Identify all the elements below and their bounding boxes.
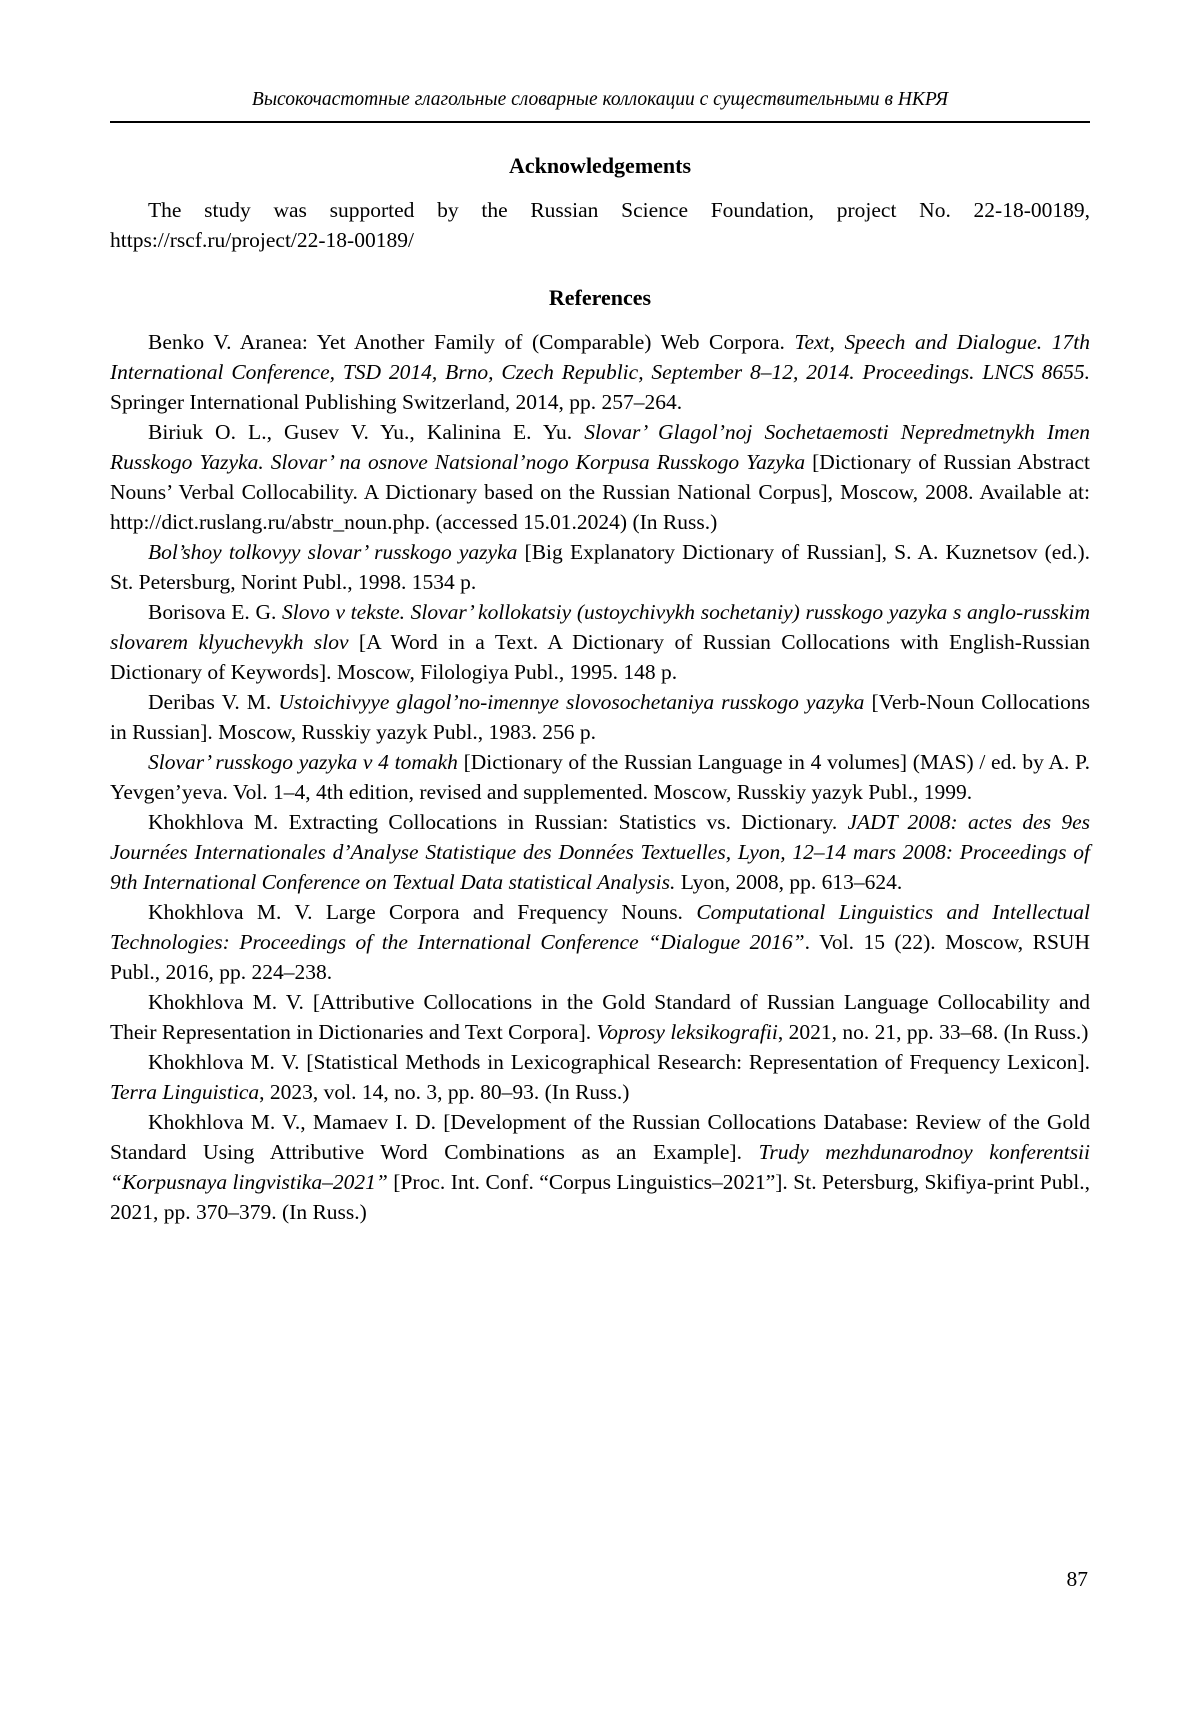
- reference-entry: [110, 747, 1090, 807]
- reference-text-segment: Biriuk O. L., Gusev V. Yu., Kalinina E. Yu.: [148, 420, 585, 444]
- reference-text-segment: Borisova E. G.: [148, 600, 283, 624]
- reference-italic-segment: Trudy mezhdunarodnoy konferentsii “Korpusnaya lingvistika–2021”: [110, 1140, 1091, 1194]
- reference-text-segment: Deribas V. M.: [148, 690, 279, 714]
- reference-entry: [110, 897, 1090, 987]
- references-heading: References: [548, 285, 652, 310]
- reference-entry: [110, 327, 1090, 417]
- references-list: [110, 327, 1090, 1227]
- reference-text-segment: . Vol. 15 (22). Moscow, RSUH Publ., 2016, pp. 224–238.: [110, 930, 1090, 984]
- reference-text-segment: [Big Explanatory Dictionary of Russian], S. A. Kuznetsov (ed.). St. Petersburg, Norint Publ., 1998. 1534 p.: [110, 540, 1090, 594]
- reference-text-segment: [Dictionary of the Russian Language in 4 volumes] (MAS) / ed. by A. P. Yevgen’yeva. Vol. 1–4, 4th edition, revised and supplemented. Moscow, Russkiy yazyk Publ., 1999.: [110, 750, 1090, 804]
- acknowledgements-heading: Acknowledgements: [508, 153, 692, 178]
- running-head: Высокочастотные глагольные словарные коллокации с существительными в НКРЯ: [251, 89, 949, 110]
- reference-entry: [110, 1107, 1090, 1227]
- reference-text-segment: Khokhlova M. V. [Statistical Methods in Lexicographical Research: Representation of Frequency Lexicon].: [148, 1050, 1090, 1074]
- reference-text-segment: [A Word in a Text. A Dictionary of Russian Collocations with English-Russian Dictionary of Keywords]. Moscow, Filologiya Publ., 1995. 148 p.: [110, 630, 1090, 684]
- reference-entry: [110, 687, 1090, 747]
- reference-text-segment: , 2021, no. 21, pp. 33–68. (In Russ.): [777, 1020, 1089, 1044]
- reference-italic-segment: JADT 2008: actes des 9es Journées Internationales d’Analyse Statistique des Données Textuelles, Lyon, 12–14 mars 2008: Proceedings of 9th International Conference on Textual Data statistical Analysis.: [110, 810, 1090, 894]
- reference-text-segment: [Proc. Int. Conf. “Corpus Linguistics–2021”]. St. Petersburg, Skifiya-print Publ., 2021, pp. 370–379. (In Russ.): [110, 1170, 1090, 1224]
- page-number: 87: [1066, 1567, 1088, 1591]
- reference-entry: [110, 597, 1090, 687]
- reference-text-segment: , 2023, vol. 14, no. 3, pp. 80–93. (In Russ.): [259, 1080, 630, 1104]
- reference-text-segment: [Verb-Noun Collocations in Russian]. Moscow, Russkiy yazyk Publ., 1983. 256 p.: [110, 690, 1090, 744]
- header-rule: [110, 121, 1090, 123]
- reference-text-segment: [Dictionary of Russian Abstract Nouns’ Verbal Collocability. A Dictionary based on the Russian National Corpus], Moscow, 2008. Available at: http://dict.ruslang.ru/abstr_noun.php. (accessed 15.01.2024) (In Russ.): [110, 450, 1090, 534]
- reference-italic-segment: Slovar’ Glagol’noj Sochetaemosti Nepredmetnykh Imen Russkogo Yazyka. Slovar’ na osnove Natsional’nogo Korpusa Russkogo Yazyka: [110, 420, 1090, 474]
- reference-italic-segment: Terra Linguistica: [110, 1080, 260, 1104]
- reference-text-segment: Benko V. Aranea: Yet Another Family of (Comparable) Web Corpora.: [148, 330, 795, 354]
- reference-italic-segment: Slovo v tekste. Slovar’ kollokatsiy (ustoychivykh sochetaniy) russkogo yazyka s anglo-russkim slovarem klyuchevykh slov: [110, 600, 1090, 654]
- reference-italic-segment: Voprosy leksikografii: [596, 1020, 778, 1044]
- reference-italic-segment: Text, Speech and Dialogue. 17th International Conference, TSD 2014, Brno, Czech Republic, September 8–12, 2014. Proceedings. LNCS 8655.: [110, 330, 1090, 384]
- reference-italic-segment: Ustoichivyye glagol’no-imennye slovosochetaniya russkogo yazyka: [278, 690, 865, 714]
- reference-entry: [110, 417, 1090, 537]
- reference-text-segment: Khokhlova M. V. Large Corpora and Frequency Nouns.: [148, 900, 697, 924]
- reference-text-segment: Lyon, 2008, pp. 613–624.: [675, 870, 903, 894]
- reference-italic-segment: Slovar’ russkogo yazyka v 4 tomakh: [148, 750, 458, 774]
- reference-entry: [110, 807, 1090, 897]
- reference-italic-segment: Bol’shoy tolkovyy slovar’ russkogo yazyka: [148, 540, 518, 564]
- reference-italic-segment: Computational Linguistics and Intellectual Technologies: Proceedings of the International Conference “Dialogue 2016”: [110, 900, 1090, 954]
- reference-text-segment: Khokhlova M. Extracting Collocations in Russian: Statistics vs. Dictionary.: [148, 810, 848, 834]
- reference-text-segment: Khokhlova M. V. [Attributive Collocations in the Gold Standard of Russian Language Collocability and Their Representation in Dictionaries and Text Corpora].: [110, 990, 1090, 1044]
- reference-entry: [110, 1047, 1090, 1107]
- acknowledgements-paragraph: The study was supported by the Russian Science Foundation, project No. 22-18-00189, https://rscf.ru/project/22-18-00189/: [110, 198, 1090, 252]
- reference-entry: [110, 987, 1090, 1047]
- reference-text-segment: Springer International Publishing Switzerland, 2014, pp. 257–264.: [110, 390, 683, 414]
- reference-text-segment: Khokhlova M. V., Mamaev I. D. [Development of the Russian Collocations Database: Review of the Gold Standard Using Attributive Word Combinations as an Example].: [110, 1110, 1090, 1164]
- reference-entry: [110, 537, 1090, 597]
